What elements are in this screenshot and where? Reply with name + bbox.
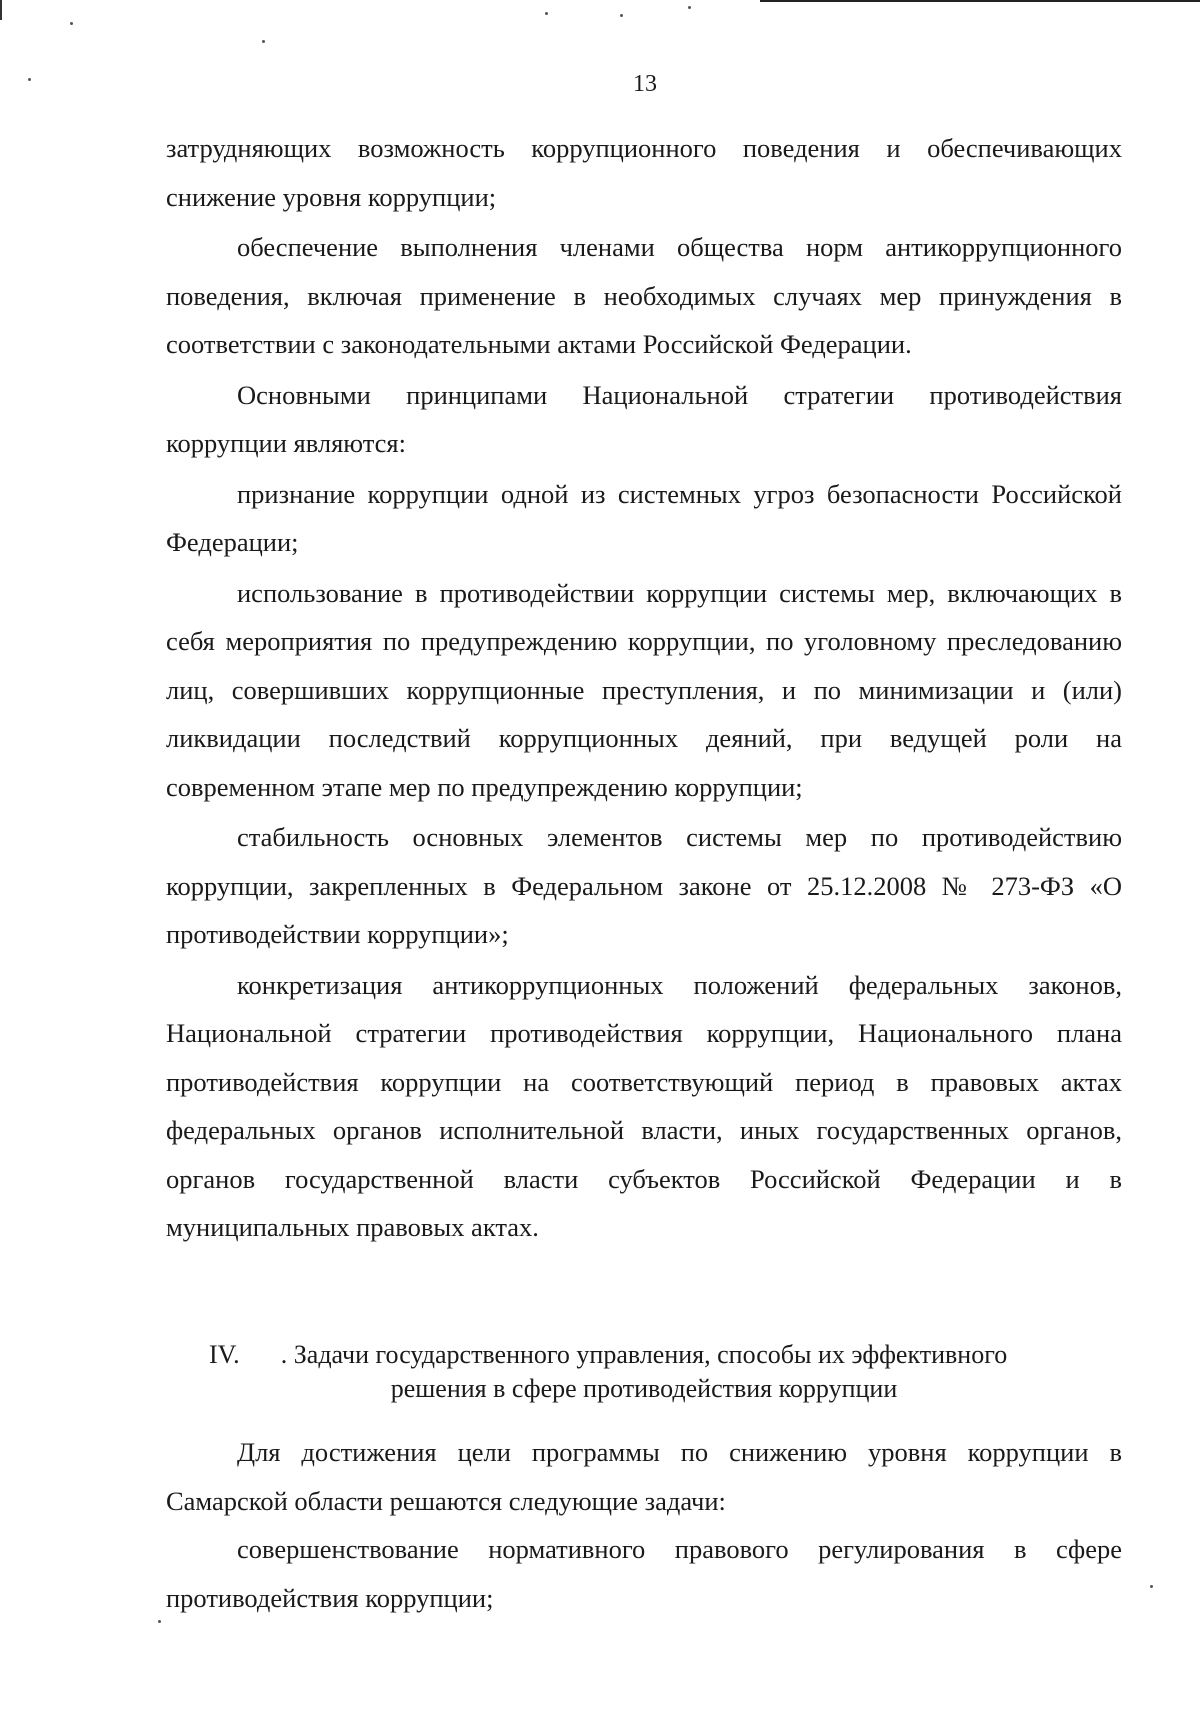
paragraph: конкретизация антикоррупционных положений федеральных законов, Национальной стратегии противодействия коррупции, Национального плана противодействия коррупции на соответствующий период в правовых актах федеральных органов исполнительной власти, иных государственных органов, органов государственной власти субъектов Российской Федерации и в муниципальных правовых актах.	[166, 969, 1122, 1242]
body-text	[166, 1428, 1122, 1622]
scan-speck	[1150, 1585, 1153, 1588]
section-number: IV.	[209, 1340, 240, 1369]
paragraph: обеспечение выполнения членами общества норм антикоррупционного поведения, включая применение в необходимых случаях мер принуждения в соответствии с законодательными актами Российской Федерации.	[166, 232, 1122, 359]
scan-edge-mark	[0, 0, 2, 20]
paragraph: затрудняющих возможность коррупционного поведения и обеспечивающих снижение уровня коррупции;	[166, 133, 1122, 212]
paragraph: Для достижения цели программы по снижению уровня коррупции в Самарской области решаются следующие задачи:	[166, 1437, 1122, 1516]
paragraph: Основными принципами Национальной стратегии противодействия коррупции являются:	[166, 379, 1122, 458]
scan-speck	[70, 22, 73, 25]
section-title-line: . Задачи государственного управления, способы их эффективного	[280, 1340, 1008, 1369]
scan-speck	[545, 12, 548, 15]
paragraph: признание коррупции одной из системных угроз безопасности Российской Федерации;	[166, 478, 1122, 557]
scan-speck	[262, 40, 265, 43]
scan-speck	[620, 14, 623, 17]
page-number: 13	[633, 71, 657, 97]
scan-speck	[158, 1620, 161, 1623]
paragraph: совершенствование нормативного правового регулирования в сфере противодействия коррупции;	[166, 1534, 1122, 1613]
section-title-line: решения в сфере противодействия коррупции	[390, 1374, 898, 1403]
scan-speck	[688, 6, 691, 9]
paragraph: использование в противодействии коррупции системы мер, включающих в себя мероприятия по предупреждению коррупции, по уголовному преследованию лиц, совершивших коррупционные преступления, и по минимизации и (или) ликвидации последствий коррупционных деяний, при ведущей роли на современном этапе мер по предупреждению коррупции;	[166, 577, 1122, 802]
paragraph: стабильность основных элементов системы мер по противодействию коррупции, закрепленных в Федеральном законе от 25.12.2008 № 273-ФЗ «О противодействии коррупции»;	[166, 822, 1122, 949]
section-heading	[166, 1338, 1122, 1406]
scan-edge-line	[760, 0, 1200, 2]
body-text	[166, 124, 1122, 1252]
